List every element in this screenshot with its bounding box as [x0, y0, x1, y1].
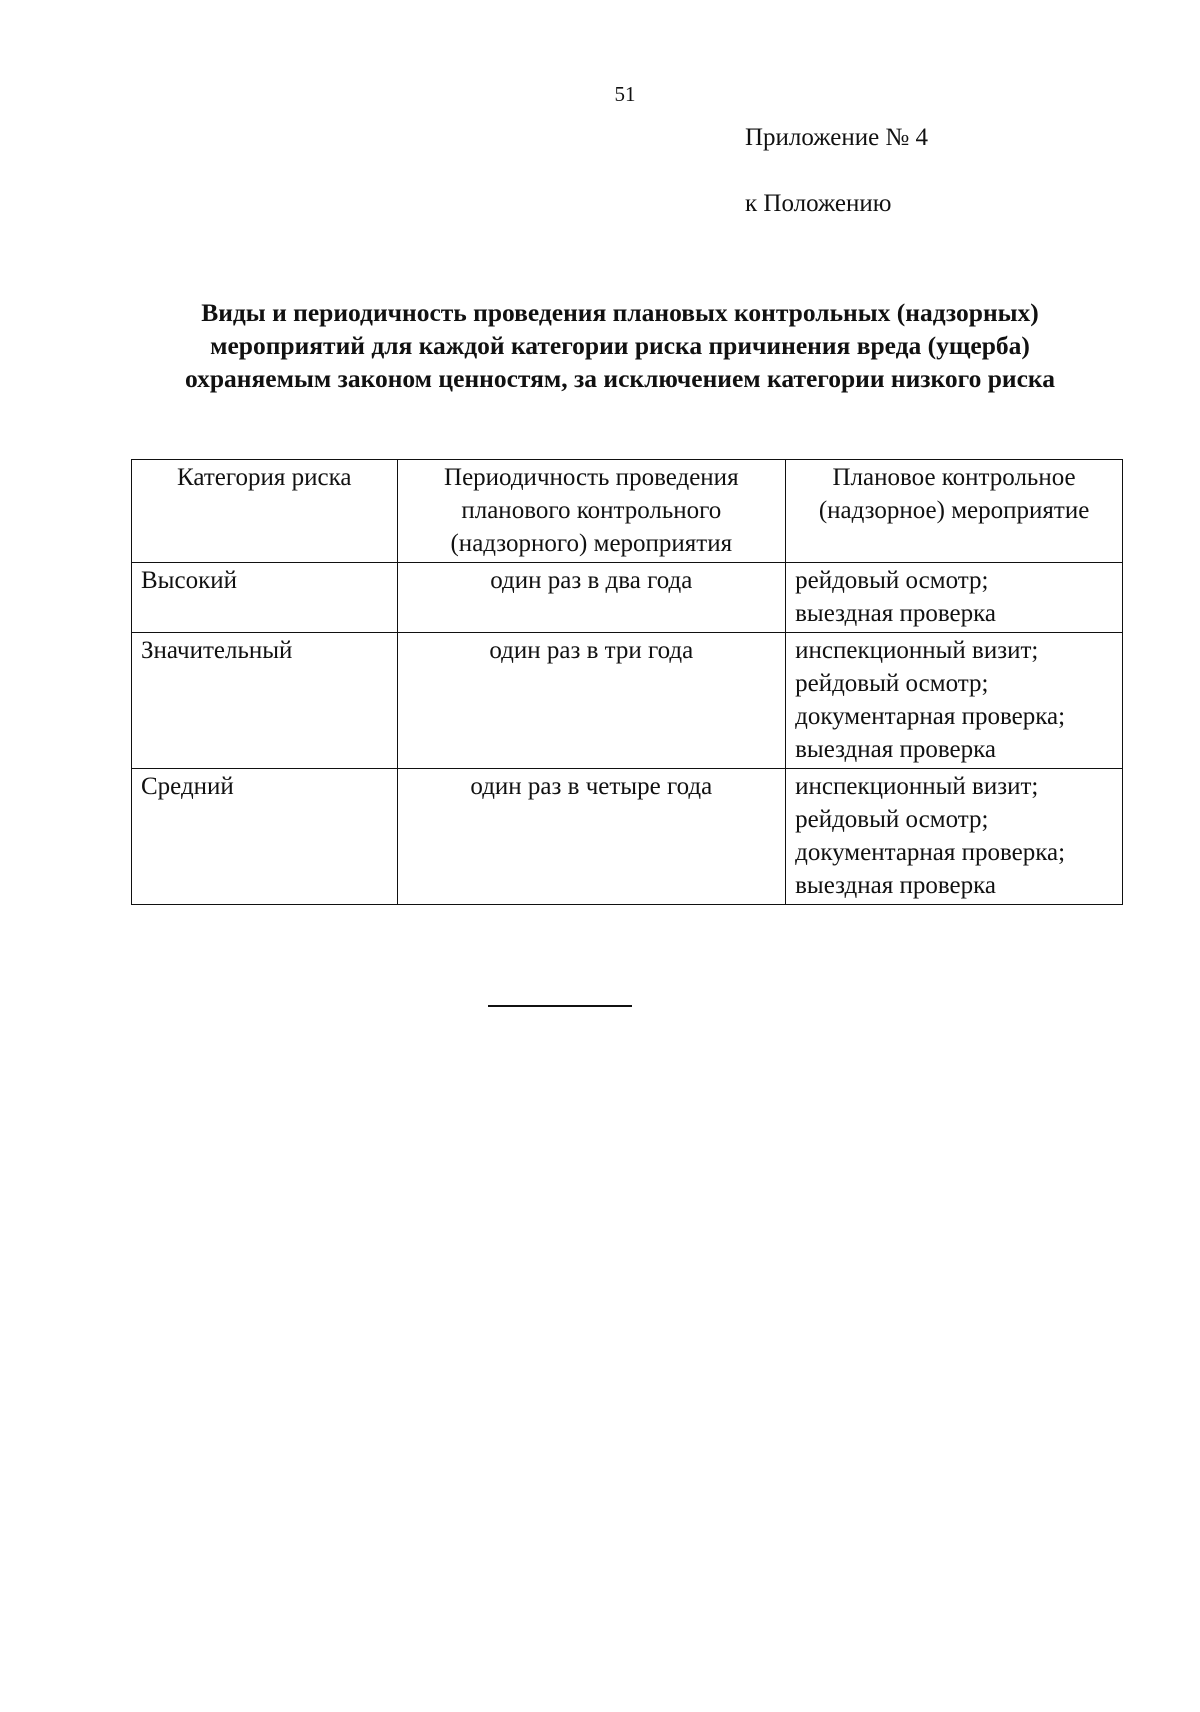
appendix-number: Приложение № 4 [745, 124, 929, 151]
activity-item: выездная проверка [795, 872, 996, 899]
table-row [132, 769, 1123, 905]
periodicity-cell: один раз в три года [397, 633, 786, 769]
periodicity-cell: один раз в четыре года [397, 769, 786, 905]
header-line: Категория риска [177, 464, 352, 491]
header-line: Плановое контрольное [832, 464, 1076, 491]
periodicity-cell: один раз в два года [397, 563, 786, 633]
appendix-reference: к Положению [745, 190, 892, 217]
activity-item: рейдовый осмотр; [795, 567, 989, 594]
page-number: 51 [614, 82, 636, 106]
table-row [132, 633, 1123, 769]
activity-item: инспекционный визит; [795, 637, 1039, 664]
title-line: охраняемым законом ценностям, за исключением категории низкого риска [185, 364, 1055, 393]
header-line: (надзорного) мероприятия [450, 530, 733, 557]
risk-category-cell: Значительный [132, 633, 398, 769]
risk-category-cell: Высокий [132, 563, 398, 633]
end-of-document-rule [488, 1005, 632, 1007]
activity-item: выездная проверка [795, 600, 996, 627]
document-title [120, 296, 1120, 395]
table-header-row [132, 460, 1123, 563]
activity-cell [786, 769, 1123, 905]
risk-category-cell: Средний [132, 769, 398, 905]
activity-item: выездная проверка [795, 736, 996, 763]
table-row [132, 563, 1123, 633]
header-line: планового контрольного [461, 497, 722, 524]
activity-cell [786, 633, 1123, 769]
header-risk-category [132, 460, 398, 563]
activity-cell [786, 563, 1123, 633]
activity-item: рейдовый осмотр; [795, 670, 989, 697]
header-line: Периодичность проведения [444, 464, 739, 491]
header-activity [786, 460, 1123, 563]
risk-category-table [131, 459, 1123, 905]
title-line: мероприятий для каждой категории риска причинения вреда (ущерба) [210, 331, 1030, 360]
header-periodicity [397, 460, 786, 563]
activity-item: документарная проверка; [795, 703, 1066, 730]
header-line: (надзорное) мероприятие [818, 497, 1090, 524]
title-line: Виды и периодичность проведения плановых контрольных (надзорных) [201, 298, 1039, 327]
activity-item: инспекционный визит; [795, 773, 1039, 800]
activity-item: рейдовый осмотр; [795, 806, 989, 833]
activity-item: документарная проверка; [795, 839, 1066, 866]
